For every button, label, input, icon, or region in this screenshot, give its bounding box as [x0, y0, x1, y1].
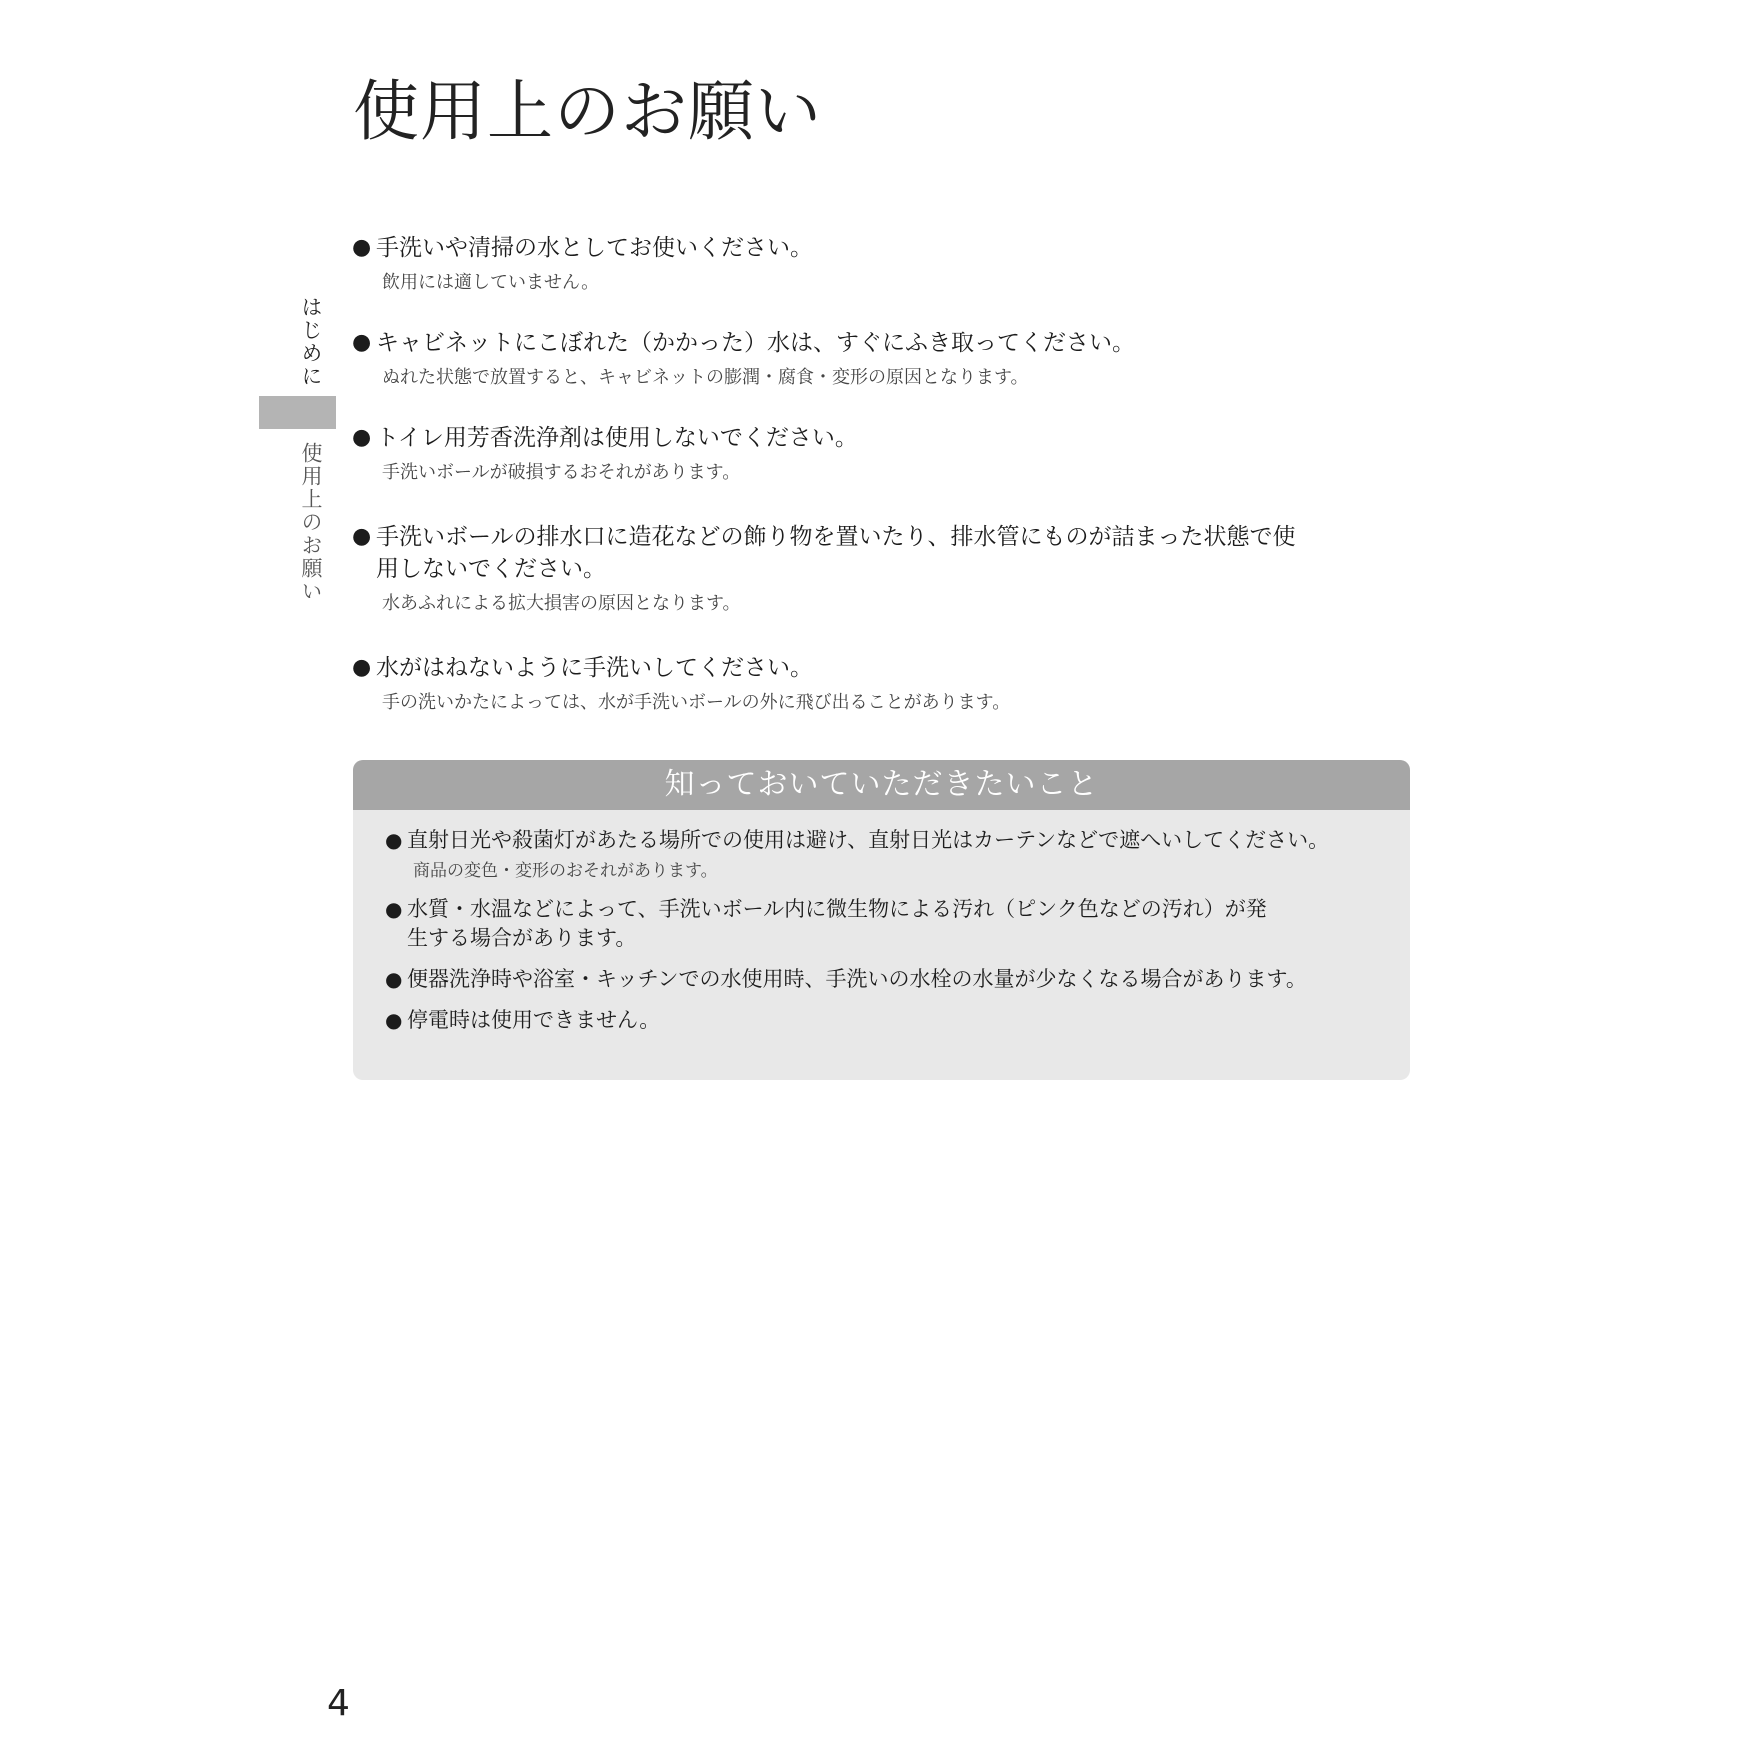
- caution-note: 手の洗いかたによっては、水が手洗いボールの外に飛び出ることがあります。: [382, 692, 1011, 713]
- bullet-icon: ●: [352, 524, 372, 549]
- info-note: 商品の変色・変形のおそれがあります。: [413, 861, 718, 881]
- side-index-section: はじめに: [299, 296, 323, 388]
- bullet-icon: ●: [352, 235, 372, 260]
- caution-item: [352, 232, 1312, 296]
- caution-note: ぬれた状態で放置すると、キャビネットの膨潤・腐食・変形の原因となります。: [382, 367, 1029, 388]
- side-index-current: 使用上のお願い: [299, 442, 323, 603]
- caution-item: [352, 422, 1312, 486]
- page-number: 4: [327, 1683, 350, 1724]
- bullet-icon: ●: [352, 425, 372, 450]
- bullet-icon: ●: [352, 655, 372, 680]
- caution-text: トイレ用芳香洗浄剤は使用しないでください。: [376, 425, 858, 451]
- page-title: 使用上のお願い: [353, 73, 822, 150]
- bullet-icon: ●: [385, 828, 403, 852]
- caution-text: 手洗いボールの排水口に造花などの飾り物を置いたり、排水管にものが詰まった状態で使用しないでください。: [376, 524, 1296, 582]
- info-item: [385, 826, 1410, 883]
- info-item: [385, 965, 1410, 994]
- bullet-icon: ●: [385, 967, 403, 991]
- info-box: [353, 760, 1410, 1080]
- bullet-icon: ●: [352, 330, 372, 355]
- caution-item: [352, 652, 1312, 716]
- side-index-marker: [259, 396, 336, 429]
- bullet-icon: ●: [385, 1008, 403, 1032]
- info-list: [353, 810, 1410, 1035]
- caution-note: 手洗いボールが破損するおそれがあります。: [382, 462, 741, 483]
- caution-note: 飲用には適していません。: [382, 272, 600, 293]
- info-text: 便器洗浄時や浴室・キッチンでの水使用時、手洗いの水栓の水量が少なくなる場合があります。: [407, 967, 1307, 991]
- info-text: 停電時は使用できません。: [407, 1008, 661, 1032]
- info-item: [385, 895, 1410, 953]
- info-box-title: 知っておいていただきたいこと: [353, 760, 1410, 810]
- bullet-icon: ●: [385, 897, 403, 921]
- info-text: 水質・水温などによって、手洗いボール内に微生物による汚れ（ピンク色などの汚れ）が発生する場合があります。: [407, 897, 1267, 950]
- info-item: [385, 1006, 1410, 1035]
- caution-item: [352, 521, 1312, 617]
- caution-item: [352, 327, 1312, 391]
- caution-text: キャビネットにこぼれた（かかった）水は、すぐにふき取ってください。: [376, 330, 1135, 356]
- info-text: 直射日光や殺菌灯があたる場所での使用は避け、直射日光はカーテンなどで遮へいしてください。: [407, 828, 1330, 852]
- caution-text: 水がはねないように手洗いしてください。: [376, 655, 813, 681]
- caution-text: 手洗いや清掃の水としてお使いください。: [376, 235, 813, 261]
- caution-note: 水あふれによる拡大損害の原因となります。: [382, 593, 741, 614]
